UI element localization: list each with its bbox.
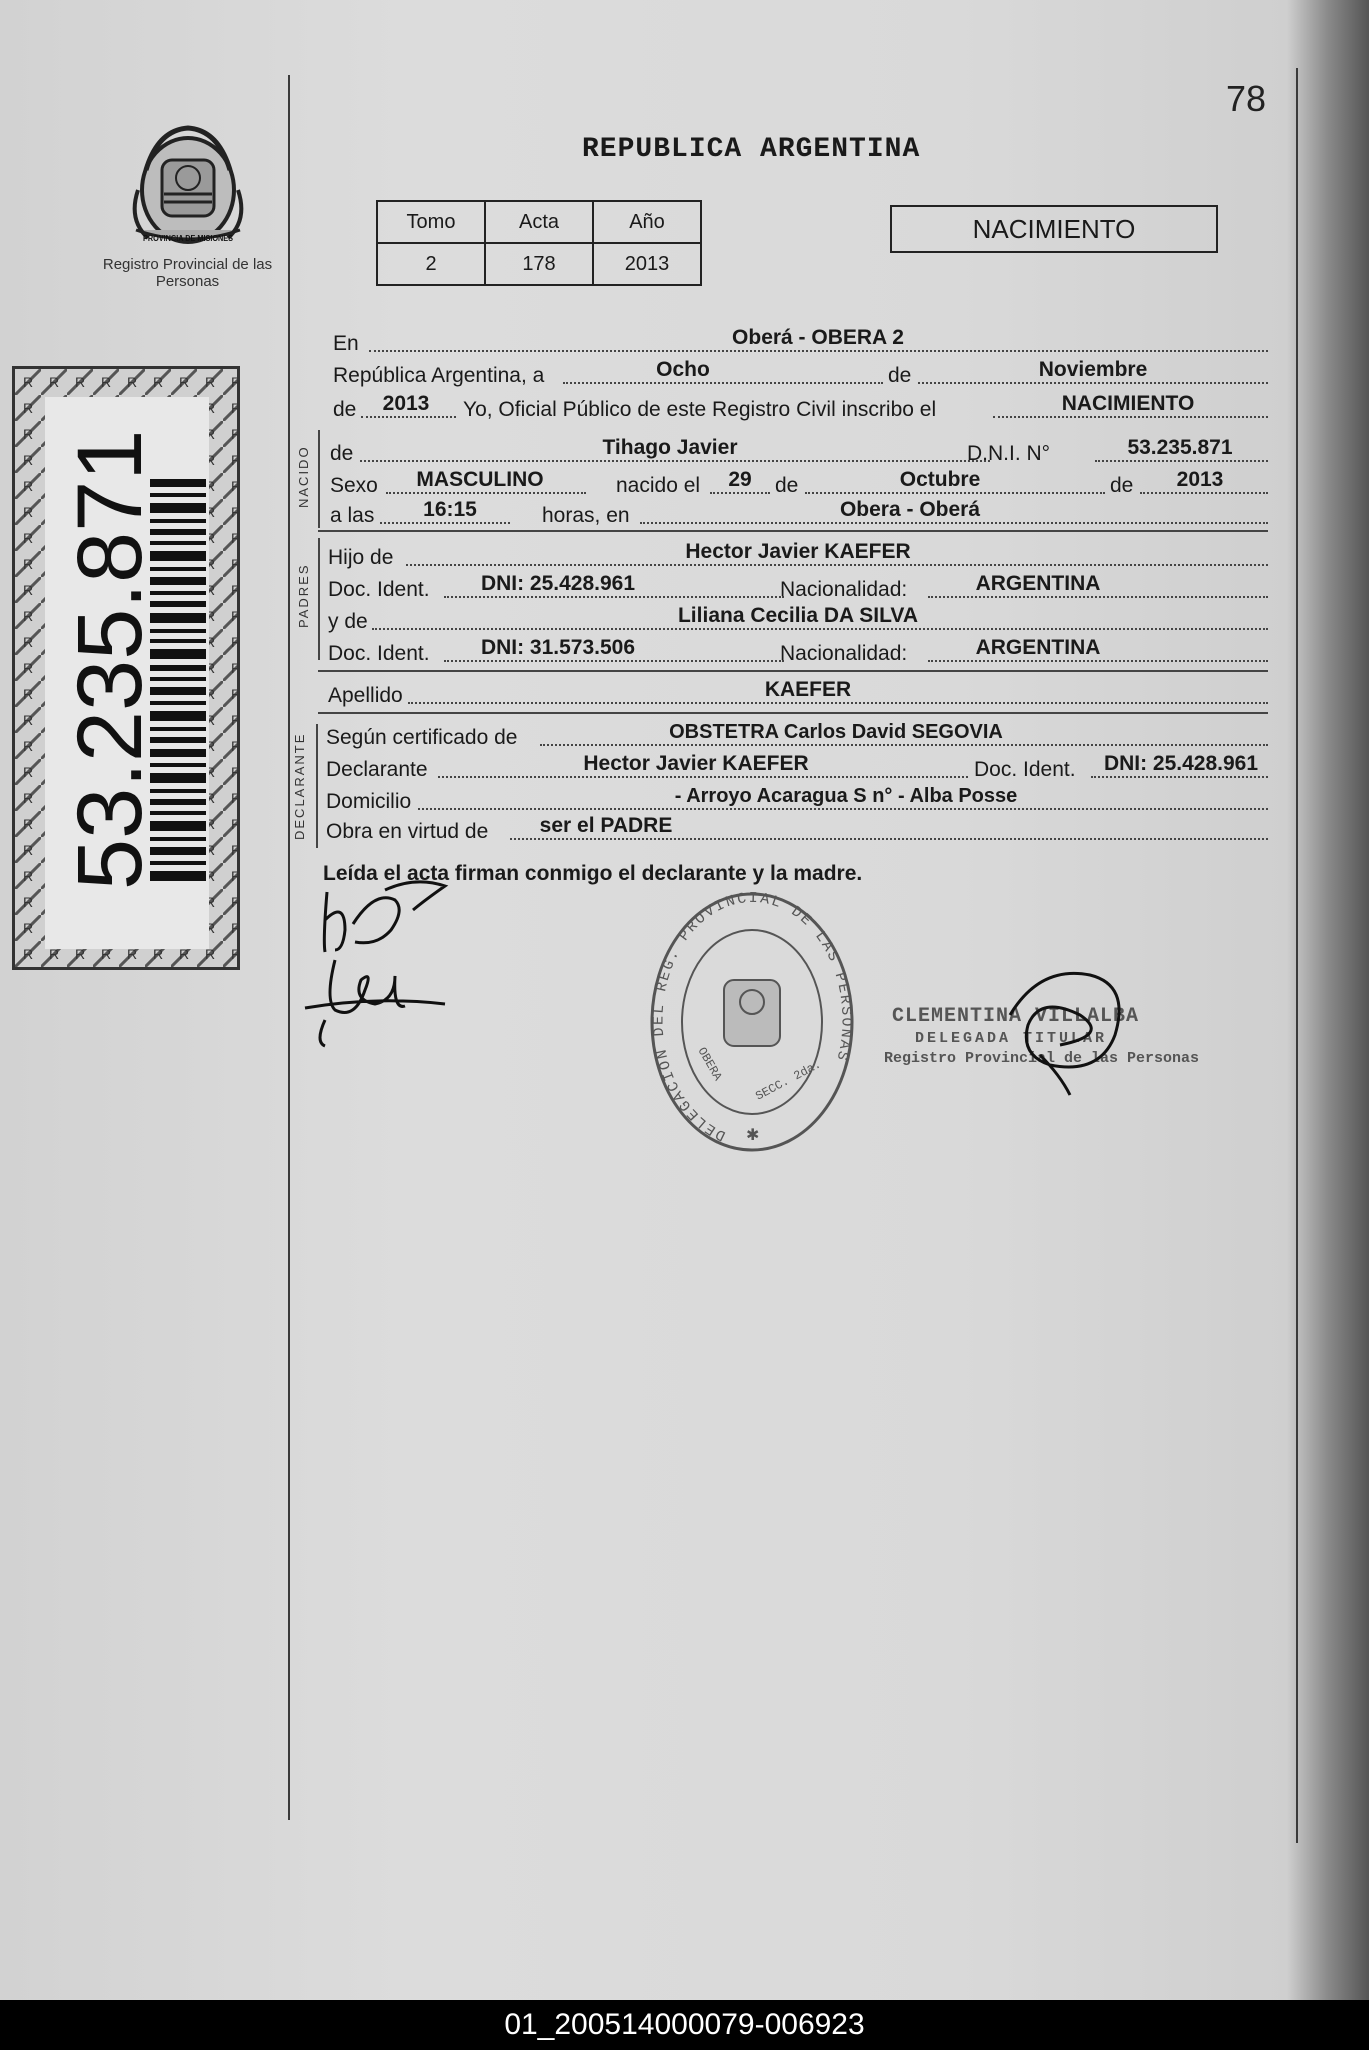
row-certificado: [326, 721, 1268, 750]
row-apellido: [328, 678, 1268, 708]
value-nombre: Tihago Javier: [602, 436, 738, 459]
label-segun: Según certificado de: [326, 726, 518, 749]
value-apellido: KAEFER: [764, 678, 852, 701]
separator-nacido: [318, 530, 1268, 532]
value-declarante: Hector Javier KAEFER: [583, 752, 809, 775]
value-declarante-dni: DNI: 25.428.961: [1103, 752, 1259, 775]
label-sexo: Sexo: [330, 474, 378, 497]
value-acto: NACIMIENTO: [1061, 392, 1195, 415]
official-signature: [980, 955, 1140, 1105]
row-anio: [333, 392, 1268, 422]
value-anio: 2013: [593, 243, 701, 285]
seal-inner-left: OBERA: [694, 1045, 725, 1084]
seal-ring-text: DELEGACION DEL REG. PROVINCIAL DE LAS PERSONAS: [650, 890, 855, 1144]
official-stamp-role: DELEGADA TITULAR: [915, 1030, 1108, 1047]
record-type-box: NACIMIENTO: [890, 205, 1218, 253]
row-declarante: [326, 752, 1268, 782]
label-en: En: [333, 332, 359, 355]
label-doc-madre: Doc. Ident.: [328, 642, 430, 665]
closing-statement: Leída el acta firman conmigo el declarante y la madre.: [323, 862, 863, 885]
value-obra: ser el PADRE: [539, 814, 673, 837]
label-dni: D.N.I. N°: [967, 442, 1051, 465]
label-y-de: y de: [328, 610, 368, 633]
value-dia: Ocho: [656, 358, 710, 381]
label-de-anio: de: [333, 398, 357, 421]
label-nac-madre: Nacionalidad:: [780, 642, 908, 665]
value-madre: Liliana Cecilia DA SILVA: [677, 604, 918, 627]
value-nac-dia: 29: [728, 468, 752, 491]
official-seal: [650, 890, 855, 1160]
header-anio: Año: [593, 201, 701, 243]
header-acta: Acta: [485, 201, 593, 243]
value-lugar: Oberá - OBERA 2: [732, 326, 904, 349]
separator-apellido: [318, 712, 1268, 714]
label-apellido: Apellido: [328, 684, 403, 707]
label-de-nac-mes: de: [775, 474, 799, 497]
official-stamp-name: CLEMENTINA VILLALBA: [892, 1005, 1140, 1028]
label-republica: República Argentina, a: [333, 364, 545, 387]
coat-of-arms-lettering: PROVINCIA DE MISIONES: [143, 234, 234, 243]
label-domicilio: Domicilio: [326, 790, 412, 813]
label-obra: Obra en virtud de: [326, 820, 489, 843]
page-number: 78: [1226, 78, 1267, 119]
value-mes: Noviembre: [1038, 358, 1148, 381]
official-stamp-office: Registro Provincial de las Personas: [884, 1050, 1200, 1067]
value-sexo: MASCULINO: [416, 468, 544, 491]
svg-text:✱: ✱: [746, 1127, 760, 1144]
header-tomo: Tomo: [377, 201, 485, 243]
label-a-las: a las: [330, 504, 375, 527]
label-doc-declarante: Doc. Ident.: [974, 758, 1076, 781]
row-madre-doc: [328, 636, 1268, 666]
row-padre: [328, 540, 1268, 570]
row-domicilio: [326, 785, 1268, 814]
value-tomo: 2: [377, 243, 485, 285]
value-nac-lugar: Obera - Oberá: [839, 498, 981, 521]
row-madre: [328, 604, 1268, 634]
value-madre-dni: DNI: 31.573.506: [480, 636, 636, 659]
value-dni: 53.235.871: [1127, 436, 1233, 459]
value-nac-mes: Octubre: [899, 468, 981, 491]
side-label-nacido: NACIDO: [296, 445, 311, 508]
label-declarante: Declarante: [326, 758, 428, 781]
label-de-mes: de: [888, 364, 912, 387]
footer-document-id: 01_200514000079-006923: [0, 2000, 1369, 2050]
right-margin-line: [1296, 68, 1298, 1843]
label-hijo-de: Hijo de: [328, 546, 394, 569]
value-hora: 16:15: [423, 498, 477, 521]
row-fecha: [333, 358, 1268, 388]
separator-padres: [318, 670, 1268, 672]
seal-inner-right: SECC. 2da.: [753, 1057, 824, 1104]
label-de-nombre: de: [330, 442, 354, 465]
value-padre-nac: ARGENTINA: [975, 572, 1101, 595]
label-yo-oficial: Yo, Oficial Público de este Registro Civil inscribo el: [463, 398, 937, 421]
label-nac-padre: Nacionalidad:: [780, 578, 908, 601]
value-acta: 178: [485, 243, 593, 285]
value-anio: 2013: [382, 392, 430, 415]
row-sexo: [330, 468, 1268, 498]
barcode-number: 53.235.871: [59, 429, 161, 890]
row-hora: [330, 498, 1268, 528]
registry-table: [376, 200, 702, 286]
label-doc-padre: Doc. Ident.: [328, 578, 430, 601]
value-padre-dni: DNI: 25.428.961: [480, 572, 636, 595]
value-madre-nac: ARGENTINA: [975, 636, 1101, 659]
value-certificado: OBSTETRA Carlos David SEGOVIA: [669, 721, 1003, 743]
value-padre: Hector Javier KAEFER: [685, 540, 911, 563]
side-label-declarante: DECLARANTE: [292, 732, 307, 840]
page-title: REPUBLICA ARGENTINA: [582, 134, 921, 165]
declarant-signature: [295, 880, 455, 1060]
value-domicilio: - Arroyo Acaragua S n° - Alba Posse: [674, 785, 1018, 807]
side-label-padres: PADRES: [296, 563, 311, 628]
row-lugar: [333, 326, 1268, 356]
label-horas-en: horas, en: [542, 504, 630, 527]
row-nombre: [330, 436, 1268, 466]
label-de-nac-anio: de: [1110, 474, 1134, 497]
left-margin-line: [288, 75, 290, 1820]
logo-caption: Registro Provincial de las Personas: [102, 256, 273, 290]
row-obra: [326, 814, 1268, 844]
label-nacido-el: nacido el: [616, 474, 701, 497]
row-padre-doc: [328, 572, 1268, 602]
value-nac-anio: 2013: [1176, 468, 1224, 491]
province-coat-of-arms-icon: [118, 120, 258, 255]
